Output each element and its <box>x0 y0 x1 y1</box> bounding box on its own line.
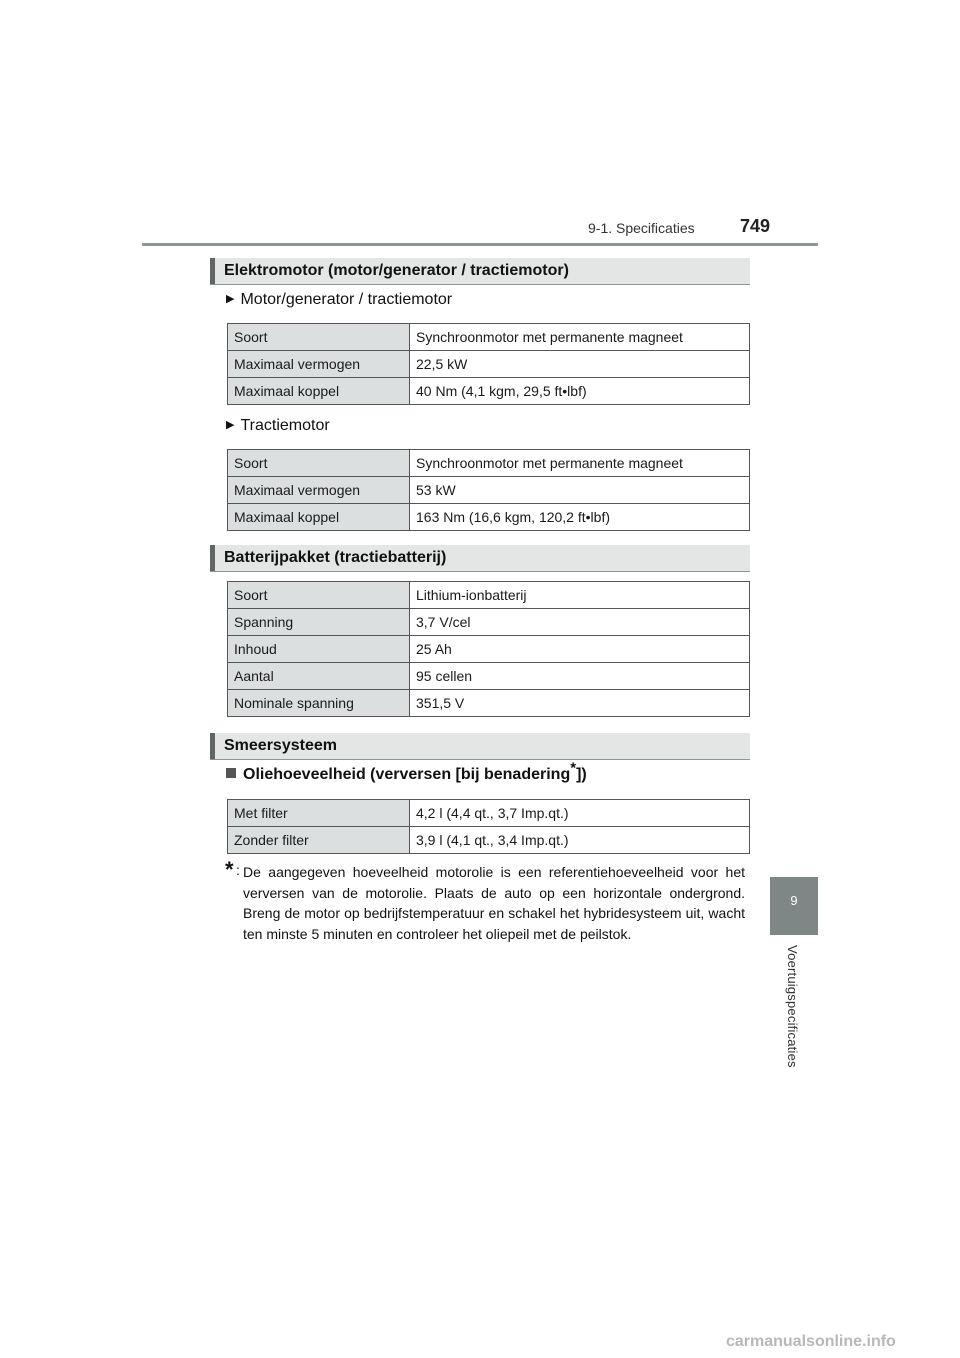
footnote-text: De aangegeven hoeveelheid motorolie is een referentiehoeveelheid voor het verversen van de motorolie. Plaats de auto op een horizontale ondergrond. Breng de motor op bedrijfstemperatuur en schakel het hybridesysteem uit, wacht ten minste 5 minuten en controleer het oliepeil met de peilstok. <box>243 864 745 942</box>
table-motor-generator <box>227 323 750 405</box>
footnote-star: * <box>225 857 234 882</box>
page-header <box>0 0 960 250</box>
subheading-tractiemotor <box>226 417 330 435</box>
spec-key: Maximaal vermogen <box>228 477 410 504</box>
spec-key: Aantal <box>228 663 410 690</box>
table-row <box>228 582 750 609</box>
spec-key: Zonder filter <box>228 827 410 854</box>
table-row <box>228 351 750 378</box>
section-heading-smeersysteem <box>210 733 750 760</box>
subheading-text: Motor/generator / tractiemotor <box>240 291 453 308</box>
spec-value: 25 Ah <box>410 636 750 663</box>
subheading-text: Oliehoeveelheid (verversen [bij benadering <box>243 766 571 783</box>
table-row <box>228 324 750 351</box>
spec-key: Spanning <box>228 609 410 636</box>
spec-value: 53 kW <box>410 477 750 504</box>
subheading-motor-generator <box>226 291 452 309</box>
header-rule <box>142 243 818 246</box>
spec-key: Soort <box>228 582 410 609</box>
triangle-bullet-icon: ▶ <box>226 419 235 431</box>
spec-value: 40 Nm (4,1 kgm, 29,5 ft•lbf) <box>410 378 750 405</box>
table-row <box>228 450 750 477</box>
subheading-text: Tractiemotor <box>240 417 330 434</box>
spec-key: Met filter <box>228 800 410 827</box>
spec-value: 3,7 V/cel <box>410 609 750 636</box>
section-heading-text: Batterijpakket (tractiebatterij) <box>224 549 447 566</box>
spec-value: Synchroonmotor met permanente magneet <box>410 324 750 351</box>
chapter-tab[interactable] <box>770 877 818 935</box>
spec-value: Synchroonmotor met permanente magneet <box>410 450 750 477</box>
table-row <box>228 378 750 405</box>
page-number: 749 <box>740 216 771 236</box>
table-row <box>228 609 750 636</box>
section-heading-text: Smeersysteem <box>224 737 337 754</box>
table-row <box>228 636 750 663</box>
spec-value: 4,2 l (4,4 qt., 3,7 Imp.qt.) <box>410 800 750 827</box>
table-row <box>228 827 750 854</box>
subheading-oliehoeveelheid <box>226 759 587 784</box>
table-batterij <box>227 581 750 717</box>
table-row <box>228 800 750 827</box>
section-heading-batterij <box>210 545 750 572</box>
spec-key: Nominale spanning <box>228 690 410 717</box>
chapter-label: Voertuigspecificaties <box>785 945 800 1068</box>
square-bullet-icon <box>226 768 236 778</box>
spec-key: Soort <box>228 450 410 477</box>
spec-key: Inhoud <box>228 636 410 663</box>
footnote-marker: * <box>570 759 577 777</box>
spec-key: Soort <box>228 324 410 351</box>
chapter-number: 9 <box>790 893 798 908</box>
spec-value: 351,5 V <box>410 690 750 717</box>
table-row <box>228 663 750 690</box>
section-heading-elektromotor <box>210 258 750 285</box>
section-label: 9-1. Specificaties <box>588 220 695 236</box>
spec-value: 95 cellen <box>410 663 750 690</box>
triangle-bullet-icon: ▶ <box>226 293 235 305</box>
table-row <box>228 690 750 717</box>
spec-value: Lithium-ionbatterij <box>410 582 750 609</box>
watermark: carmanualsonline.info <box>726 1333 896 1350</box>
spec-key: Maximaal koppel <box>228 504 410 531</box>
section-heading-text: Elektromotor (motor/generator / tractiemotor) <box>224 262 569 279</box>
table-olie <box>227 799 750 854</box>
table-tractiemotor <box>227 449 750 531</box>
spec-value: 22,5 kW <box>410 351 750 378</box>
spec-value: 3,9 l (4,1 qt., 3,4 Imp.qt.) <box>410 827 750 854</box>
table-row <box>228 504 750 531</box>
subheading-close: ]) <box>576 766 587 783</box>
spec-value: 163 Nm (16,6 kgm, 120,2 ft•lbf) <box>410 504 750 531</box>
spec-key: Maximaal vermogen <box>228 351 410 378</box>
footnote-colon: : <box>236 862 240 878</box>
spec-key: Maximaal koppel <box>228 378 410 405</box>
table-row <box>228 477 750 504</box>
